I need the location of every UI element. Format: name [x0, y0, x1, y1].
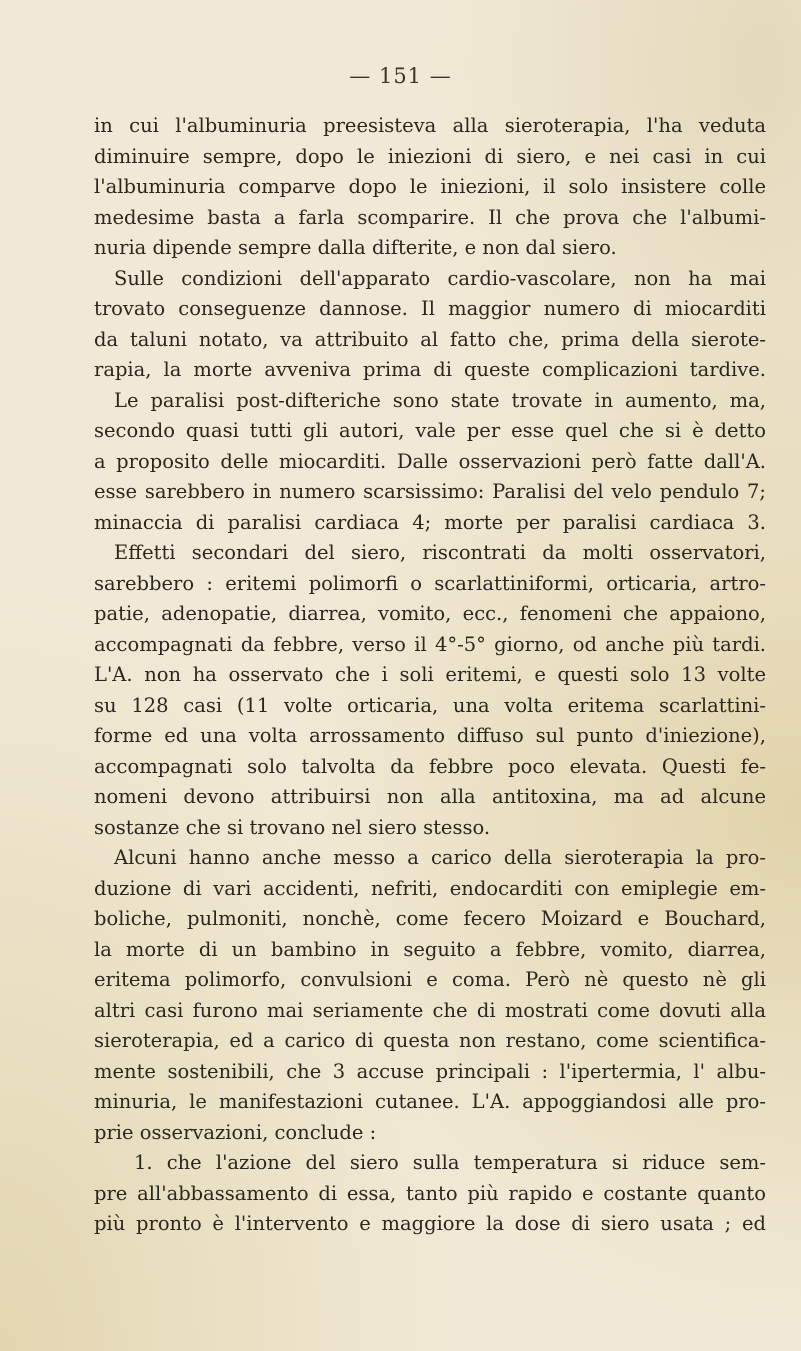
text-line: secondo quasi tutti gli autori, vale per esse quel che si è detto: [94, 419, 766, 442]
text-line: su 128 casi (11 volte orticaria, una volta eritema scarlattini-: [94, 693, 766, 717]
text-line: minaccia di paralisi cardiaca 4; morte per paralisi cardiaca 3.: [94, 510, 766, 534]
text-line: nomeni devono attribuirsi non alla antitoxina, ma ad alcune: [94, 785, 766, 808]
text-line: L'A. non ha osservato che i soli eritemi, e questi solo 13 volte: [94, 663, 766, 686]
text-line: minuria, le manifestazioni cutanee. L'A. appoggiandosi alle pro-: [94, 1090, 766, 1113]
text-line: prie osservazioni, conclude :: [94, 1120, 377, 1144]
list-item-line: 1. che l'azione del siero sulla temperatura si riduce sem-: [134, 1151, 766, 1174]
text-line: a proposito delle miocarditi. Dalle osservazioni però fatte dall'A.: [94, 449, 766, 473]
text-line: duzione di vari accidenti, nefriti, endocarditi con emiplegie em-: [94, 876, 766, 900]
text-line: forme ed una volta arrossamento diffuso sul punto d'iniezione),: [94, 724, 766, 747]
text-line: nuria dipende sempre dalla difterite, e non dal siero.: [94, 236, 617, 259]
text-line: trovato conseguenze dannose. Il maggior numero di miocarditi: [94, 297, 766, 320]
paragraph-start-line: Sulle condizioni dell'apparato cardio-vascolare, non ha mai: [114, 266, 766, 290]
text-line: accompagnati da febbre, verso il 4°-5° giorno, od anche più tardi.: [94, 632, 766, 656]
text-line: altri casi furono mai seriamente che di mostrati come dovuti alla: [94, 998, 766, 1022]
text-line: sarebbero : eritemi polimorfi o scarlattiniformi, orticaria, artro-: [94, 571, 766, 595]
text-line: patie, adenopatie, diarrea, vomito, ecc., fenomeni che appaiono,: [94, 602, 766, 625]
text-line: rapia, la morte avveniva prima di queste complicazioni tardive.: [94, 358, 766, 381]
text-line: mente sostenibili, che 3 accuse principali : l'ipertermia, l' albu-: [94, 1059, 766, 1083]
paragraph-start-line: Alcuni hanno anche messo a carico della sieroterapia la pro-: [114, 846, 766, 869]
text-line: accompagnati solo talvolta da febbre poco elevata. Questi fe-: [94, 754, 766, 778]
paragraph-start-line: Le paralisi post-difteriche sono state trovate in aumento, ma,: [114, 388, 766, 412]
text-line: da taluni notato, va attribuito al fatto che, prima della sierote-: [94, 327, 766, 351]
text-line: esse sarebbero in numero scarsissimo: Paralisi del velo pendulo 7;: [94, 480, 766, 503]
text-line: boliche, pulmoniti, nonchè, come fecero Moizard e Bouchard,: [94, 907, 766, 930]
body-text: [94, 111, 766, 1240]
text-line: sieroterapia, ed a carico di questa non restano, come scientifica-: [94, 1029, 766, 1052]
text-line: pre all'abbassamento di essa, tanto più rapido e costante quanto: [94, 1181, 766, 1205]
text-line: medesime basta a farla scomparire. Il che prova che l'albumi-: [94, 205, 766, 229]
text-line: più pronto è l'intervento e maggiore la dose di siero usata ; ed: [94, 1212, 766, 1235]
text-line: eritema polimorfo, convulsioni e coma. Però nè questo nè gli: [94, 968, 766, 991]
page-number: — 151 —: [349, 64, 452, 88]
text-line: la morte di un bambino in seguito a febbre, vomito, diarrea,: [94, 937, 766, 961]
paragraph-start-line: Effetti secondari del siero, riscontrati da molti osservatori,: [114, 541, 766, 564]
text-line: in cui l'albuminuria preesisteva alla sieroterapia, l'ha veduta: [94, 114, 766, 137]
text-line: l'albuminuria comparve dopo le iniezioni, il solo insistere colle: [94, 175, 766, 198]
text-line: sostanze che si trovano nel siero stesso.: [94, 815, 491, 839]
text-line: diminuire sempre, dopo le iniezioni di siero, e nei casi in cui: [94, 144, 766, 168]
